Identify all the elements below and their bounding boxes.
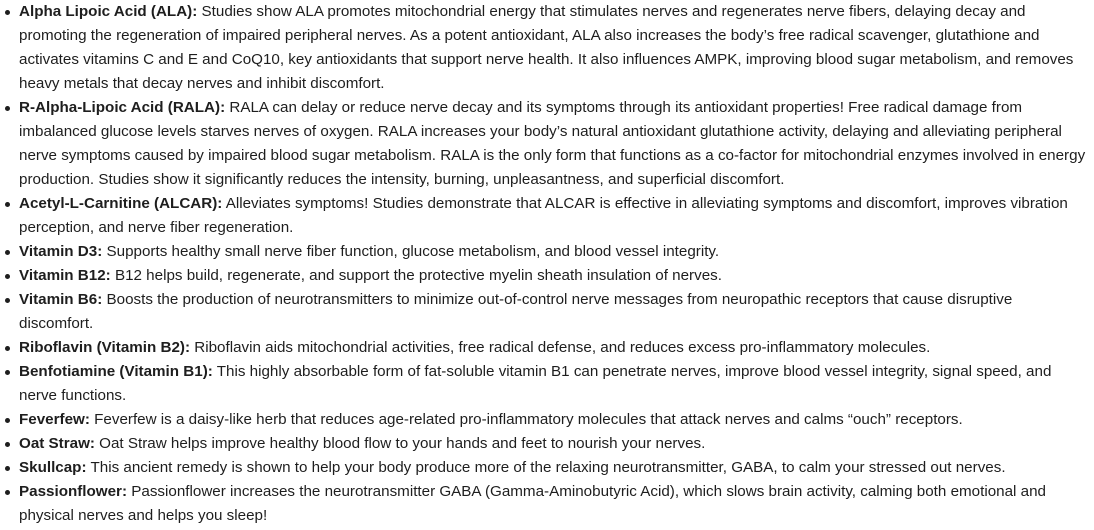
bullet-icon [5,298,10,303]
ingredient-name: Riboflavin (Vitamin B2): [19,339,191,356]
ingredient-item-r-alpha-lipoic-acid [0,96,1094,192]
ingredient-item-skullcap [0,456,1094,480]
ingredient-description: Boosts the production of neurotransmitters to minimize out-of-control nerve messages from neuropathic receptors that cause disruptive discomfort. [19,291,1013,332]
ingredient-description: Studies show ALA promotes mitochondrial energy that stimulates nerves and regenerates nerve fibers, delaying decay and promoting the regeneration of impaired peripheral nerves. As a potent antioxidant, ALA also increases the body’s free radical scavenger, glutathione and activates vitamins C and E and CoQ10, key antioxidants that support nerve health. It also influences AMPK, improving blood sugar metabolism, and removes heavy metals that decay nerves and inhibit discomfort. [19,3,1074,92]
ingredient-description: Riboflavin aids mitochondrial activities, free radical defense, and reduces excess pro-inflammatory molecules. [190,339,931,356]
ingredient-name: Benfotiamine (Vitamin B1): [19,363,213,380]
ingredient-description: This ancient remedy is shown to help your body produce more of the relaxing neurotransmitter, GABA, to calm your stressed out nerves. [86,459,1006,476]
bullet-icon [5,202,10,207]
bullet-icon [5,370,10,375]
ingredient-name: Vitamin D3: [19,243,103,260]
bullet-icon [5,442,10,447]
ingredient-item-passionflower [0,480,1094,528]
bullet-icon [5,490,10,495]
ingredient-name: R-Alpha-Lipoic Acid (RALA): [19,99,226,116]
ingredient-description: RALA can delay or reduce nerve decay and its symptoms through its antioxidant properties! Free radical damage from imbalanced glucose levels starves nerves of oxygen. RALA increases your body’s natural antioxidant glutathione activity, delaying and alleviating peripheral nerve symptoms caused by impaired blood sugar metabolism. RALA is the only form that functions as a co-factor for mitochondrial enzymes involved in energy production. Studies show it significantly reduces the intensity, burning, unpleasantness, and superficial discomfort. [19,99,1086,188]
bullet-icon [5,346,10,351]
bullet-icon [5,10,10,15]
ingredient-item-feverfew [0,408,1094,432]
ingredient-description: Alleviates symptoms! Studies demonstrate that ALCAR is effective in alleviating symptoms and discomfort, improves vibration perception, and nerve fiber regeneration. [19,195,1068,236]
ingredient-name: Passionflower: [19,483,128,500]
ingredient-name: Alpha Lipoic Acid (ALA): [19,3,198,20]
ingredient-description: Feverfew is a daisy-like herb that reduces age-related pro-inflammatory molecules that attack nerves and calms “ouch” receptors. [89,411,963,428]
ingredient-item-alpha-lipoic-acid [0,0,1094,96]
ingredient-name: Skullcap: [19,459,87,476]
ingredient-name: Acetyl-L-Carnitine (ALCAR): [19,195,223,212]
bullet-icon [5,250,10,255]
ingredient-item-vitamin-b12 [0,264,1094,288]
ingredient-item-acetyl-l-carnitine [0,192,1094,240]
ingredient-name: Feverfew: [19,411,90,428]
ingredient-name: Vitamin B6: [19,291,103,308]
ingredient-item-vitamin-d3 [0,240,1094,264]
ingredient-description: Oat Straw helps improve healthy blood flow to your hands and feet to nourish your nerves. [94,435,706,452]
bullet-icon [5,274,10,279]
bullet-icon [5,106,10,111]
bullet-icon [5,466,10,471]
ingredient-name: Vitamin B12: [19,267,111,284]
ingredient-description: B12 helps build, regenerate, and support the protective myelin sheath insulation of nerves. [110,267,722,284]
bullet-icon [5,418,10,423]
ingredient-item-oat-straw [0,432,1094,456]
ingredient-description: Passionflower increases the neurotransmitter GABA (Gamma-Aminobutyric Acid), which slows brain activity, calming both emotional and physical nerves and helps you sleep! [19,483,1046,524]
ingredient-item-vitamin-b6 [0,288,1094,336]
ingredient-item-riboflavin [0,336,1094,360]
ingredient-item-benfotiamine [0,360,1094,408]
ingredient-name: Oat Straw: [19,435,95,452]
ingredient-description: Supports healthy small nerve fiber function, glucose metabolism, and blood vessel integrity. [102,243,720,260]
ingredient-description: This highly absorbable form of fat-soluble vitamin B1 can penetrate nerves, improve blood vessel integrity, signal speed, and nerve functions. [19,363,1052,404]
